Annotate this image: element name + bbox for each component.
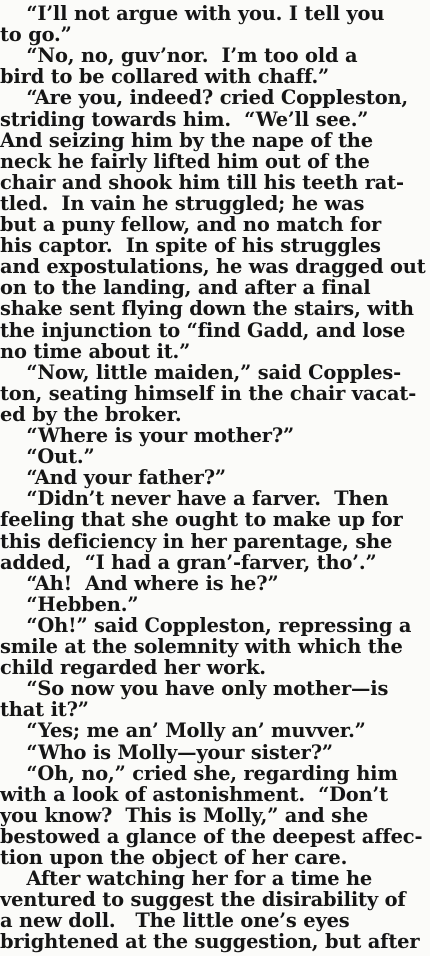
article-line: striding towards him. “We’ll see.” — [0, 107, 369, 131]
article-line: bird to be collared with chaff.” — [0, 65, 330, 89]
article-line: the injunction to “find Gadd, and lose — [0, 318, 406, 342]
article-line: “I’ll not argue with you. I tell you — [0, 2, 385, 25]
article-line: his captor. In spite of his struggles — [0, 234, 381, 258]
article-line: “Who is Molly—your sister?” — [0, 740, 333, 764]
article-line: chair and shook him till his teeth rat- — [0, 170, 404, 194]
article-line: on to the landing, and after a final — [0, 276, 371, 300]
article-line: this deficiency in her parentage, she — [0, 529, 393, 553]
article-line: “Yes; me an’ Molly an’ muvver.” — [0, 719, 366, 743]
article-line: “No, no, guv’nor. I’m too old a — [0, 44, 358, 68]
article-line: shake sent flying down the stairs, with — [0, 297, 414, 321]
article-line: and expostulations, he was dragged out — [0, 255, 426, 279]
article-line: to go.” — [0, 23, 72, 47]
article-line: “Are you, indeed? cried Coppleston, — [0, 86, 409, 110]
article-line: bestowed a glance of the deepest affec- — [0, 824, 423, 848]
article-line: a new doll. The little one’s eyes — [0, 909, 350, 933]
article-line: added, “I had a gran’-farver, tho’.” — [0, 550, 377, 574]
article-line: “So now you have only mother—is — [0, 677, 389, 701]
article-line: “Hebben.” — [0, 592, 139, 616]
article-line: “Oh!” said Coppleston, repressing a — [0, 613, 412, 637]
article-line: that it?” — [0, 698, 89, 722]
article-line: “And your father?” — [0, 466, 226, 490]
article-line: but a puny fellow, and no match for — [0, 213, 382, 236]
article-line: child regarded her work. — [0, 656, 266, 680]
article-line: ed by the broker. — [0, 402, 182, 426]
article-line: neck he fairly lifted him out of the — [0, 149, 370, 173]
article-line: with a look of astonishment. “Don’t — [0, 782, 388, 806]
article-line: And seizing him by the nape of the — [0, 128, 373, 152]
article-line: ton, seating himself in the chair vacat- — [0, 381, 417, 405]
article-line: smile at the solemnity with which the — [0, 635, 403, 658]
article-line: tled. In vain he struggled; he was — [0, 191, 365, 215]
article-line: “Now, little maiden,” said Copples- — [0, 360, 402, 384]
article-line: feeling that she ought to make up for — [0, 508, 403, 532]
article-line: After watching her for a time he — [0, 867, 373, 891]
article-line: “Where is your mother?” — [0, 424, 295, 447]
article-line: “Out.” — [0, 445, 95, 469]
article-line: no time about it.” — [0, 339, 191, 363]
article-line: tion upon the object of her care. — [0, 846, 348, 869]
article-line: “Ah! And where is he?” — [0, 571, 279, 595]
article-line: ventured to suggest the disirability of — [0, 888, 406, 912]
article-line: you know? This is Molly,” and she — [0, 803, 369, 827]
article-line: “Oh, no,” cried she, regarding him — [0, 761, 398, 785]
article-line: brightened at the suggestion, but after — [0, 930, 420, 954]
article-line: “Didn’t never have a farver. Then — [0, 487, 389, 511]
